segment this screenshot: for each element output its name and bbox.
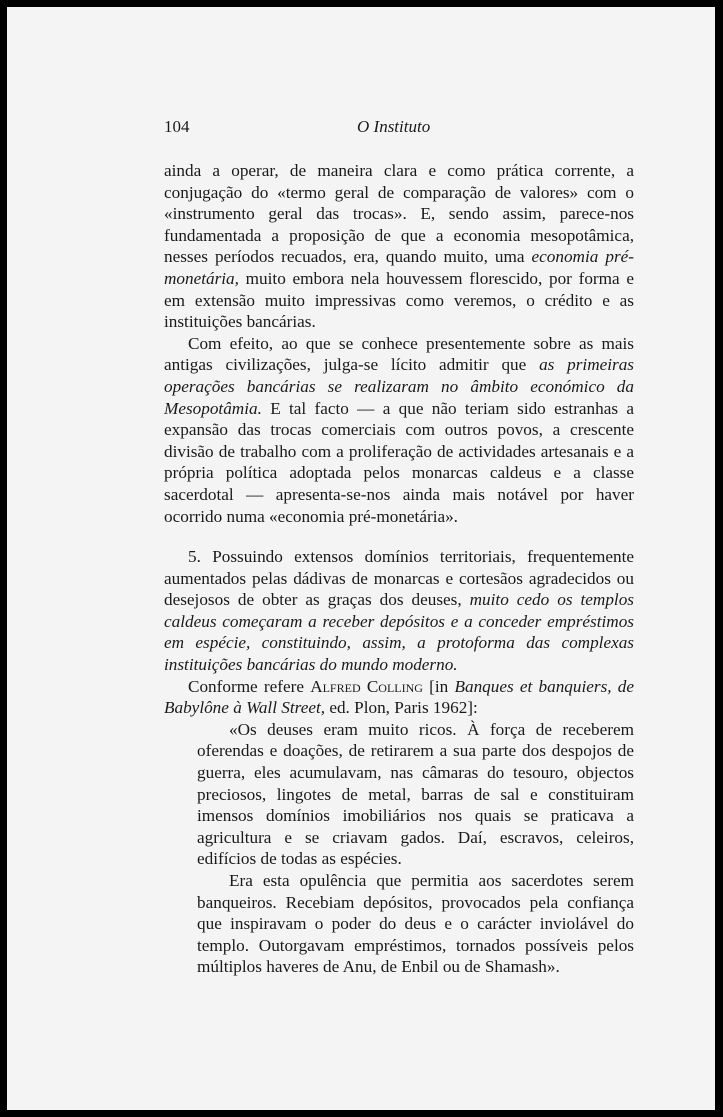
page-body [164,160,634,978]
block-quote [197,719,634,978]
running-title: O Instituto [357,117,431,136]
paragraph-4: Conforme refere Alfred Colling [in Banques et banquiers, de Babylône à Wall Street, ed. Plon, Paris 1962]: [164,676,634,718]
quote-paragraph-1: «Os deuses eram muito ricos. À força de receberem oferendas e doações, de retirarem a sua parte dos despojos de guerra, eles acumulavam, nas câmaras do tesouro, objectos preciosos, lingotes de metal, barras de sal e constituiram imensos domínios imobiliários nos quais se praticava a agricultura e se criavam gados. Daí, escravos, celeiros, edifícios de todas as espécies. [197,719,634,869]
author-name: Alfred Colling [310,676,423,696]
book-title: Banques et banquiers, de Babylône à Wall Street, [164,676,634,718]
page-number: 104 [164,117,190,136]
paragraph-1: ainda a operar, de maneira clara e como prática corrente, a conjugação do «termo geral de comparação de valores» com o «instrumento geral das trocas». E, sendo assim, parece-nos fundamentada a proposição de que a economia mesopotâmica, nesses períodos recuados, era, quando muito, uma economia pré-monetária, muito embora nela houvessem florescido, por forma e em extensão muito impressivas como veremos, o crédito e as instituições bancárias. [164,161,634,332]
book-page [7,7,715,1110]
quote-paragraph-2: Era esta opulência que permitia aos sacerdotes serem banqueiros. Recebiam depósitos, provocados pela confiança que inspiravam o poder do deus e o carácter inviolável do templo. Outorgavam empréstimos, tornados possíveis pelos múltiplos haveres de Anu, de Enbil ou de Shamash». [197,871,634,977]
paragraph-3: 5. Possuindo extensos domínios territoriais, frequentemente aumentados pelas dádivas de monarcas e cortesãos agradecidos ou desejosos de obter as graças dos deuses, muito cedo os templos caldeus começaram a receber depósitos e a conceder empréstimos em espécie, constituindo, assim, a protoforma das complexas instituições bancárias do mundo moderno. [164,547,634,675]
paragraph-2: Com efeito, ao que se conhece presentemente sobre as mais antigas civilizações, julga-se lícito admitir que as primeiras operações bancárias se realizaram no âmbito económico da Mesopotâmia. E tal facto — a que não teriam sido estranhas a expansão das trocas comerciais com outros povos, a crescente divisão de trabalho com a proliferação de actividades artesanais e a própria política adoptada pelos monarcas caldeus e a classe sacerdotal — apresenta-se-nos ainda mais notável por haver ocorrido numa «economia pré-monetária». [164,333,634,526]
